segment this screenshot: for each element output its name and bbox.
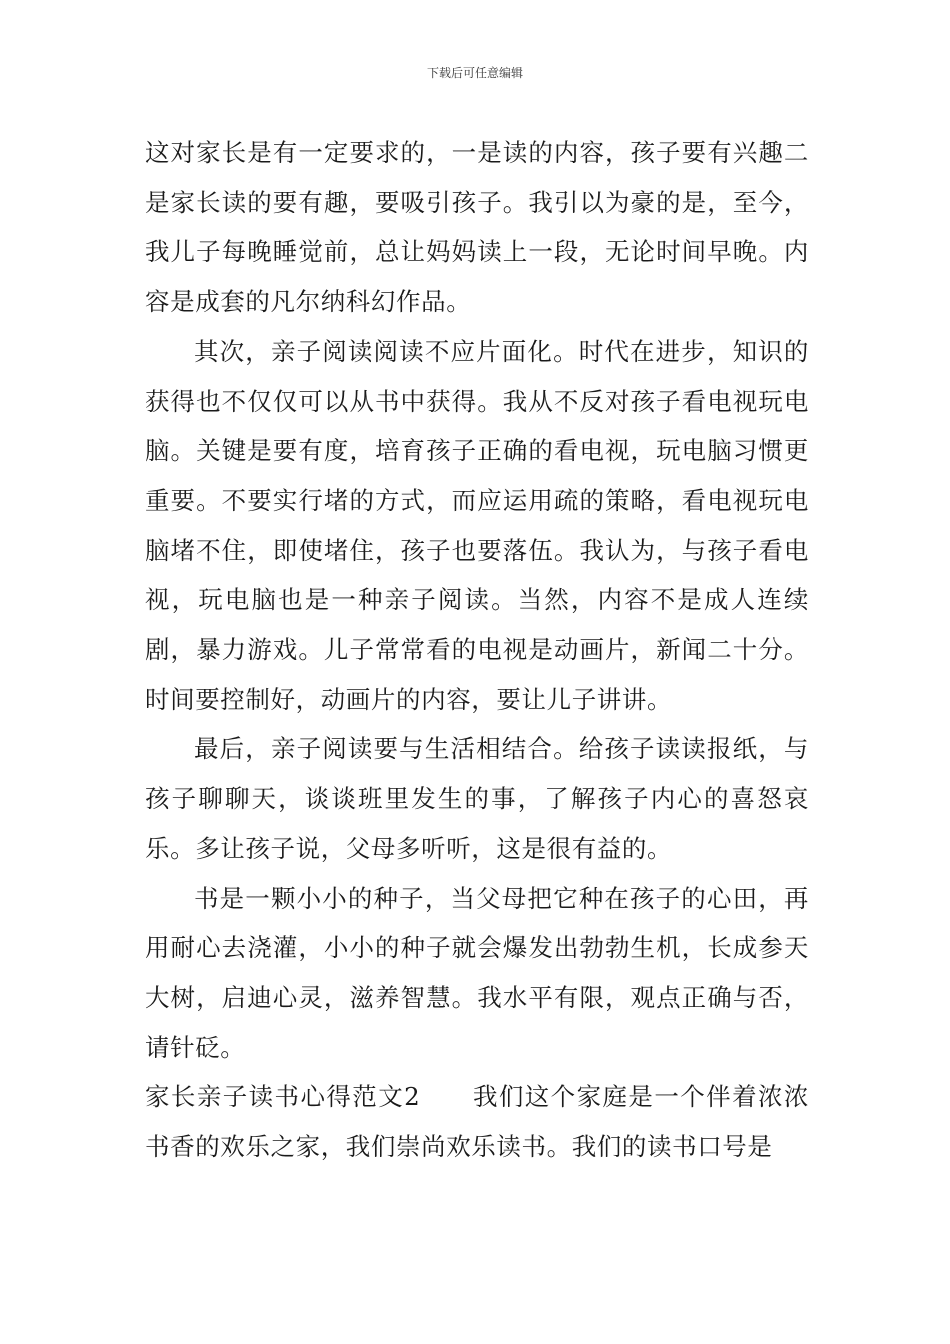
page-header: 下载后可任意编辑: [426, 66, 523, 80]
paragraph-essay-2-start: 家长亲子读书心得范文2 我们这个家庭是一个伴着浓浓书香的欢乐之家，我们崇尚欢乐读书。我们的读书口号是: [145, 1082, 809, 1162]
paragraph-conclusion: 书是一颗小小的种子，当父母把它种在孩子的心田，再用耐心去浇灌，小小的种子就会爆发出勃勃生机，长成参天大树，启迪心灵，滋养智慧。我水平有限，观点正确与否，请针砭。: [145, 883, 809, 1062]
paragraph-reading-requirements: 这对家长是有一定要求的，一是读的内容，孩子要有兴趣二是家长读的要有趣，要吸引孩子。我引以为豪的是，至今，我儿子每晚睡觉前，总让妈妈读上一段，无论时间早晚。内容是成套的凡尔纳科幻作品。: [145, 138, 809, 317]
paragraph-media-reading: 其次，亲子阅读阅读不应片面化。时代在进步，知识的获得也不仅仅可以从书中获得。我从不反对孩子看电视玩电脑。关键是要有度，培育孩子正确的看电视，玩电脑习惯更重要。不要实行堵的方式，而应运用疏的策略，看电视玩电脑堵不住，即使堵住，孩子也要落伍。我认为，与孩子看电视，玩电脑也是一种亲子阅读。当然，内容不是成人连续剧，暴力游戏。儿子常常看的电视是动画片，新闻二十分。时间要控制好，动画片的内容，要让儿子讲讲。: [145, 336, 809, 714]
paragraph-life-reading: 最后，亲子阅读要与生活相结合。给孩子读读报纸，与孩子聊聊天，谈谈班里发生的事，了解孩子内心的喜怒哀乐。多让孩子说，父母多听听，这是很有益的。: [145, 734, 809, 863]
document-body: [145, 128, 809, 1172]
